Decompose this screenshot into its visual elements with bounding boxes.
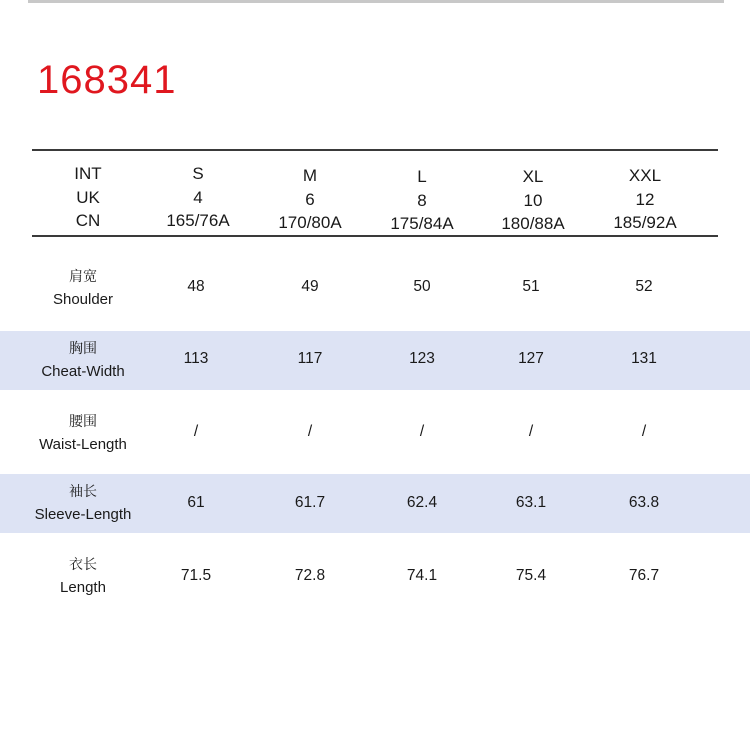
table-cell: 61.7 [294,494,326,511]
size-column-xxl [590,164,700,235]
uk-size: 8 [417,190,427,210]
table-cell: 123 [409,350,435,367]
uk-size: 12 [635,189,655,209]
row-label-en: Length [60,579,106,596]
table-cell: 52 [635,278,653,295]
table-cell: 75.4 [515,567,547,584]
table-row-chest-width [0,331,750,390]
table-cell: / [193,423,199,440]
row-label-zh: 袖长 [69,483,97,499]
table-cell: 76.7 [628,567,660,584]
size-standard-labels [33,162,143,233]
table-cell: 131 [631,350,657,367]
table-top-rule [32,149,718,151]
product-code: 168341 [37,58,177,102]
cn-size: 170/80A [278,213,342,232]
int-size: XL [522,167,544,186]
row-label [18,265,148,311]
table-cell: 49 [301,278,319,295]
cn-label: CN [75,211,101,230]
top-divider-bar [28,0,724,3]
size-column-xl [478,165,588,236]
cn-size: 185/92A [613,213,677,232]
row-label-zh: 衣长 [69,556,97,572]
table-cell: 117 [297,350,323,367]
table-row-sleeve-length [0,474,750,533]
table-cell: 72.8 [294,567,326,584]
row-label-en: Waist-Length [39,436,127,453]
int-size: L [417,167,427,186]
table-row-waist-length [0,390,750,474]
table-cell: 113 [183,350,209,367]
cn-size: 180/88A [501,214,565,233]
size-column-s [143,162,253,233]
size-column-m [255,164,365,235]
table-cell: 62.4 [406,494,438,511]
table-cell: 74.1 [406,567,438,584]
row-label [18,480,148,526]
table-row-length [0,533,750,613]
table-cell: 50 [413,278,431,295]
row-label-zh: 腰围 [69,413,97,429]
size-column-l [367,165,477,236]
row-label [18,337,148,383]
table-cell: 71.5 [180,567,212,584]
cn-size: 175/84A [390,214,454,233]
table-cell: 127 [518,350,544,367]
table-cell: / [641,423,647,440]
row-label [18,410,148,456]
row-label-zh: 肩宽 [69,268,97,284]
table-cell: 61 [187,494,205,511]
table-cell: 63.1 [515,494,547,511]
int-label: INT [74,164,102,183]
row-label-zh: 胸围 [69,340,97,356]
row-label-en: Shoulder [52,291,114,308]
table-cell: / [307,423,313,440]
row-label-en: Sleeve-Length [34,506,132,523]
row-label [18,553,148,599]
table-cell: 63.8 [628,494,660,511]
row-label-en: Cheat-Width [41,363,125,380]
int-size: S [192,164,204,183]
uk-size: 10 [523,190,543,210]
uk-size: 6 [305,189,315,209]
int-size: XXL [628,166,662,185]
cn-size: 165/76A [166,211,230,230]
int-size: M [302,166,318,185]
table-cell: / [528,423,534,440]
table-row-shoulder [0,248,750,328]
uk-size: 4 [193,187,203,207]
table-cell: / [419,423,425,440]
uk-label: UK [76,187,100,207]
table-cell: 48 [187,278,205,295]
table-cell: 51 [522,278,540,295]
